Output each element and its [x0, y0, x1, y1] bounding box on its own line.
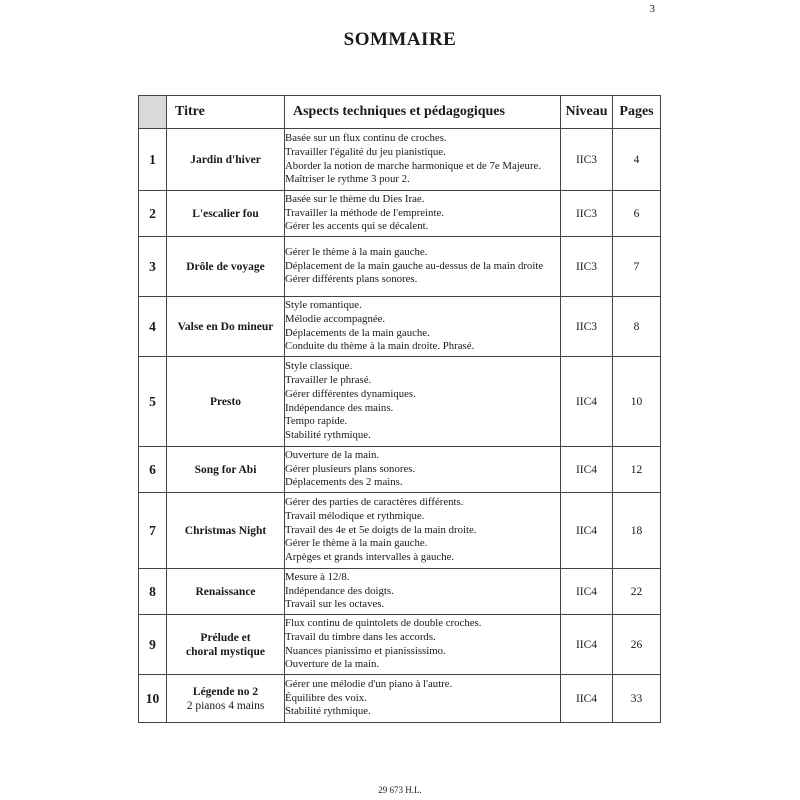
aspect-line: Conduite du thème à la main droite. Phrasé.	[285, 340, 475, 353]
aspect-line: Gérer le thème à la main gauche.	[285, 537, 428, 550]
table-row	[139, 237, 661, 297]
aspect-line: Ouverture de la main.	[285, 658, 380, 671]
piece-title-cell	[167, 357, 285, 447]
footer-code: 29 673 H.L.	[378, 785, 422, 795]
page-cell: 8	[613, 297, 661, 357]
header-title: Titre	[167, 96, 285, 129]
aspect-line: Déplacements des 2 mains.	[285, 476, 403, 489]
aspect-line: Basée sur un flux continu de croches.	[285, 131, 447, 144]
aspect-line: Aborder la notion de marche harmonique et de 7e Majeure.	[285, 159, 542, 172]
piece-title-cell	[167, 493, 285, 569]
page-cell: 22	[613, 569, 661, 615]
aspects-cell	[285, 447, 561, 493]
aspect-line: Maîtriser le rythme 3 pour 2.	[285, 173, 410, 186]
piece-subtitle: 2 pianos 4 mains	[186, 699, 265, 712]
table-row	[139, 447, 661, 493]
table-row	[139, 297, 661, 357]
aspect-line: Style romantique.	[285, 298, 362, 311]
level-cell: IIC3	[561, 237, 613, 297]
aspect-line: Indépendance des mains.	[285, 401, 394, 414]
aspect-line: Déplacement de la main gauche au-dessus de la main droite	[285, 259, 544, 272]
piece-title-cell	[167, 447, 285, 493]
table-row	[139, 675, 661, 723]
level-cell: IIC3	[561, 297, 613, 357]
aspects-cell	[285, 297, 561, 357]
piece-number: 9	[139, 615, 167, 675]
aspect-line: Travailler la méthode de l'empreinte.	[285, 206, 444, 219]
table-row	[139, 357, 661, 447]
piece-number: 8	[139, 569, 167, 615]
aspects-cell	[285, 569, 561, 615]
aspect-line: Mesure à 12/8.	[285, 570, 350, 583]
aspects-cell	[285, 493, 561, 569]
table-row	[139, 191, 661, 237]
aspect-line: Gérer une mélodie d'un piano à l'autre.	[285, 677, 453, 690]
piece-number: 6	[139, 447, 167, 493]
page-cell: 6	[613, 191, 661, 237]
piece-number: 10	[139, 675, 167, 723]
level-cell: IIC3	[561, 129, 613, 191]
piece-number: 2	[139, 191, 167, 237]
aspect-line: Gérer des parties de caractères différents.	[285, 496, 464, 508]
level-cell: IIC4	[561, 675, 613, 723]
aspects-cell	[285, 237, 561, 297]
piece-title: Jardin d'hiver	[190, 153, 261, 166]
header-aspects: Aspects techniques et pédagogiques	[285, 96, 561, 129]
aspect-line: Indépendance des doigts.	[285, 584, 394, 597]
table-row	[139, 493, 661, 569]
aspect-line: Arpèges et grands intervalles à gauche.	[285, 551, 455, 564]
aspect-line: Gérer les accents qui se décalent.	[285, 220, 429, 233]
aspect-line: Travailler l'égalité du jeu pianistique.	[285, 145, 446, 158]
aspect-line: Travail sur les octaves.	[285, 598, 385, 611]
piece-number: 1	[139, 129, 167, 191]
piece-title-cell	[167, 615, 285, 675]
aspect-line: Gérer le thème à la main gauche.	[285, 245, 428, 258]
page-title: SOMMAIRE	[343, 29, 457, 50]
piece-title-cell	[167, 129, 285, 191]
aspect-line: Stabilité rythmique.	[285, 429, 371, 442]
piece-title: Valse en Do mineur	[177, 320, 274, 333]
aspects-cell	[285, 615, 561, 675]
aspect-line: Stabilité rythmique.	[285, 705, 371, 718]
piece-title: Prélude et	[200, 631, 251, 644]
aspect-line: Ouverture de la main.	[285, 448, 380, 461]
header-row	[139, 96, 661, 129]
page-cell: 26	[613, 615, 661, 675]
aspect-line: Tempo rapide.	[285, 415, 348, 428]
page-cell: 4	[613, 129, 661, 191]
piece-number: 4	[139, 297, 167, 357]
contents-table	[138, 95, 661, 723]
piece-title-cell	[167, 675, 285, 723]
aspects-cell	[285, 357, 561, 447]
piece-title: Christmas Night	[184, 524, 267, 537]
piece-title-cell	[167, 297, 285, 357]
aspect-line: Flux continu de quintolets de double croches.	[285, 616, 482, 629]
aspect-line: Déplacements de la main gauche.	[285, 326, 430, 339]
level-cell: IIC4	[561, 493, 613, 569]
aspect-line: Mélodie accompagnée.	[285, 312, 386, 325]
level-cell: IIC3	[561, 191, 613, 237]
piece-title: Drôle de voyage	[186, 260, 265, 273]
page-cell: 10	[613, 357, 661, 447]
table-row	[139, 615, 661, 675]
level-cell: IIC4	[561, 357, 613, 447]
aspect-line: Travail mélodique et rythmique.	[285, 509, 425, 522]
aspect-line: Équilibre des voix.	[285, 691, 367, 704]
piece-title: Song for Abi	[194, 463, 257, 476]
page-cell: 7	[613, 237, 661, 297]
piece-number: 7	[139, 493, 167, 569]
piece-title: Presto	[209, 395, 242, 408]
level-cell: IIC4	[561, 615, 613, 675]
aspect-line: Gérer différents plans sonores.	[285, 273, 418, 286]
table-row	[139, 569, 661, 615]
level-cell: IIC4	[561, 569, 613, 615]
piece-title-cell	[167, 237, 285, 297]
aspects-cell	[285, 191, 561, 237]
piece-title: choral mystique	[186, 645, 265, 658]
aspect-line: Gérer plusieurs plans sonores.	[285, 462, 416, 475]
aspects-cell	[285, 675, 561, 723]
piece-title: Renaissance	[195, 585, 256, 598]
level-cell: IIC4	[561, 447, 613, 493]
aspect-line: Basée sur le thème du Dies Irae.	[285, 192, 425, 205]
aspect-line: Style classique.	[285, 360, 353, 373]
page-number: 3	[649, 3, 655, 15]
piece-title-cell	[167, 191, 285, 237]
piece-number: 5	[139, 357, 167, 447]
page-cell: 18	[613, 493, 661, 569]
piece-title: Légende no 2	[192, 685, 259, 698]
aspect-line: Travailler le phrasé.	[285, 373, 372, 386]
piece-title-cell	[167, 569, 285, 615]
header-pages: Pages	[613, 96, 661, 129]
aspects-cell	[285, 129, 561, 191]
piece-title: L'escalier fou	[192, 207, 259, 220]
page-cell: 12	[613, 447, 661, 493]
aspect-line: Travail des 4e et 5e doigts de la main droite.	[285, 523, 477, 536]
header-number	[139, 96, 167, 129]
piece-number: 3	[139, 237, 167, 297]
aspect-line: Gérer différentes dynamiques.	[285, 387, 416, 400]
aspect-line: Travail du timbre dans les accords.	[285, 630, 436, 643]
page-cell: 33	[613, 675, 661, 723]
header-level: Niveau	[561, 96, 613, 129]
table-row	[139, 129, 661, 191]
aspect-line: Nuances pianissimo et pianississimo.	[285, 644, 446, 657]
